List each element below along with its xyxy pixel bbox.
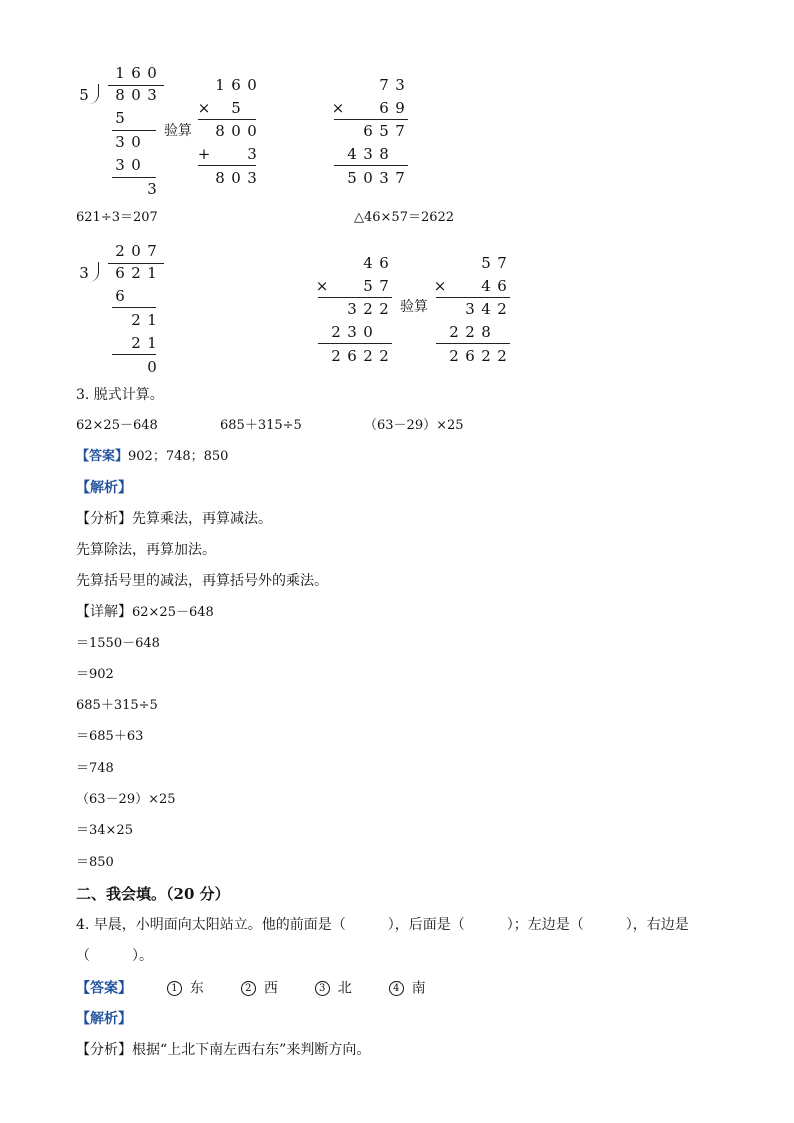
q4-answer-line [76,981,426,996]
circled-number: 3 [315,981,330,996]
division-bracket [88,84,99,104]
analysis-tag: 【解析】 [76,480,132,496]
solution-line: ＝1550－648 [76,636,160,651]
plus-sign: + [197,145,211,163]
fenxi-tag: 【分析】 [76,1042,132,1058]
step-line [112,307,156,308]
digit: 0 [231,122,241,140]
digit: 3 [465,300,475,318]
solution-line: ＝902 [76,667,114,682]
q4-fenxi-line [76,1043,370,1057]
digit: 3 [347,323,357,341]
step-digit: 2 [131,334,141,352]
step-digit: 2 [131,311,141,329]
circled-number: 4 [389,981,404,996]
digit: 2 [449,323,459,341]
multiply-sign: × [315,277,329,295]
dividend-digit: 1 [147,264,157,282]
quotient-digit: 1 [115,64,125,82]
result-line [334,165,408,166]
solution-line: （63－29）×25 [76,792,176,807]
digit: 0 [363,169,373,187]
digit: 2 [481,347,491,365]
result-line [198,119,256,120]
digit: 8 [215,122,225,140]
equation-621: 621÷3＝207 [76,210,158,225]
digit: 3 [247,145,257,163]
circled-number: 1 [167,981,182,996]
digit: 0 [247,122,257,140]
step-digit: 3 [115,133,125,151]
step-digit: 6 [115,287,125,305]
step-digit: 1 [147,311,157,329]
step-digit: 5 [115,109,125,127]
divisor: 5 [79,86,89,104]
digit: 8 [379,145,389,163]
question-3-title: 3. 脱式计算。 [76,387,164,403]
answer-item: 西 [263,980,278,997]
quotient-digit: 2 [115,242,125,260]
q3-answer-line [76,450,228,463]
solution-line: 62×25－648 [132,605,214,620]
digit: 3 [363,145,373,163]
dividend-digit: 6 [115,264,125,282]
digit: 2 [331,347,341,365]
digit: 4 [347,145,357,163]
q3-expression-1: 62×25－648 [76,418,158,433]
equation-46x57: △46×57＝2622 [354,210,455,225]
answer-item: 北 [337,980,352,997]
q3-fenxi-line [76,512,272,526]
digit: 6 [497,277,507,295]
verify-label: 验算 [164,123,192,139]
division-bracket [88,262,99,282]
step-digit: 1 [147,334,157,352]
analysis-tag: 【解析】 [76,1011,132,1027]
remainder-digit: 0 [147,358,157,376]
answer-tag: 【答案】 [76,980,132,997]
result-line [334,119,408,120]
result-line [318,297,392,298]
dividend-digit: 0 [131,86,141,104]
quotient-digit: 6 [131,64,141,82]
digit: 2 [497,300,507,318]
dividend-digit: 3 [147,86,157,104]
q3-expression-3: （63－29）×25 [364,418,464,433]
digit: 1 [215,76,225,94]
digit: 5 [347,169,357,187]
q3-xiangjie-line [76,605,214,619]
digit: 0 [363,323,373,341]
digit: 0 [231,169,241,187]
digit: 2 [465,323,475,341]
multiply-sign: × [197,99,211,117]
digit: 2 [331,323,341,341]
result-line [198,165,256,166]
step-digit: 0 [131,156,141,174]
dividend-digit: 8 [115,86,125,104]
digit: 2 [497,347,507,365]
digit: 2 [379,300,389,318]
circled-number: 2 [241,981,256,996]
digit: 8 [215,169,225,187]
digit: 7 [395,169,405,187]
answer-item: 南 [411,980,426,997]
fenxi-tag: 【分析】 [76,511,132,527]
result-line [318,343,392,344]
digit: 2 [379,347,389,365]
xiangjie-tag: 【详解】 [76,604,132,620]
q3-expression-2: 685＋315÷5 [220,418,302,433]
digit: 6 [231,76,241,94]
solution-line: ＝34×25 [76,823,133,838]
result-line [436,343,510,344]
question-4-line-1: 4. 早晨，小明面向太阳站立。他的前面是（ ），后面是（ ）；左边是（ ），右边是 [76,917,689,933]
step-line [112,354,156,355]
solution-line: ＝685＋63 [76,729,144,744]
digit: 7 [497,254,507,272]
digit: 6 [379,99,389,117]
solution-line: 685＋315÷5 [76,698,158,713]
solution-line: ＝748 [76,761,114,776]
q3-fenxi-2: 先算除法，再算加法。 [76,542,216,558]
remainder-digit: 3 [147,180,157,198]
digit: 3 [395,76,405,94]
result-line [436,297,510,298]
quotient-digit: 7 [147,242,157,260]
digit: 8 [481,323,491,341]
digit: 4 [363,254,373,272]
digit: 0 [247,76,257,94]
divisor: 3 [79,264,89,282]
digit: 7 [395,122,405,140]
dividend-digit: 2 [131,264,141,282]
digit: 7 [379,76,389,94]
question-4-line-2: （ ）。 [76,948,153,964]
step-line [112,130,156,131]
section-2-title: 二、我会填。（20 分） [76,885,230,903]
solution-line: ＝850 [76,855,114,870]
answer-tag: 【答案】 [76,449,129,464]
digit: 3 [347,300,357,318]
digit: 6 [379,254,389,272]
step-line [112,177,156,178]
digit: 6 [465,347,475,365]
multiply-sign: × [331,99,345,117]
digit: 5 [481,254,491,272]
digit: 7 [379,277,389,295]
quotient-digit: 0 [131,242,141,260]
digit: 6 [347,347,357,365]
multiply-sign: × [433,277,447,295]
digit: 4 [481,277,491,295]
digit: 5 [363,277,373,295]
step-digit: 3 [115,156,125,174]
digit: 2 [449,347,459,365]
verify-label: 验算 [400,299,428,315]
digit: 4 [481,300,491,318]
digit: 2 [363,347,373,365]
digit: 5 [379,122,389,140]
digit: 9 [395,99,405,117]
digit: 5 [231,99,241,117]
digit: 6 [363,122,373,140]
q3-fenxi-3: 先算括号里的减法，再算括号外的乘法。 [76,573,328,589]
fenxi-text: 先算乘法，再算减法。 [132,511,272,527]
answer-item: 东 [189,980,204,997]
digit: 2 [363,300,373,318]
quotient-digit: 0 [147,64,157,82]
digit: 3 [379,169,389,187]
answer-text: 902；748；850 [128,449,229,464]
fenxi-text: 根据“上北下南左西右东”来判断方向。 [132,1042,371,1058]
step-digit: 0 [131,133,141,151]
digit: 3 [247,169,257,187]
